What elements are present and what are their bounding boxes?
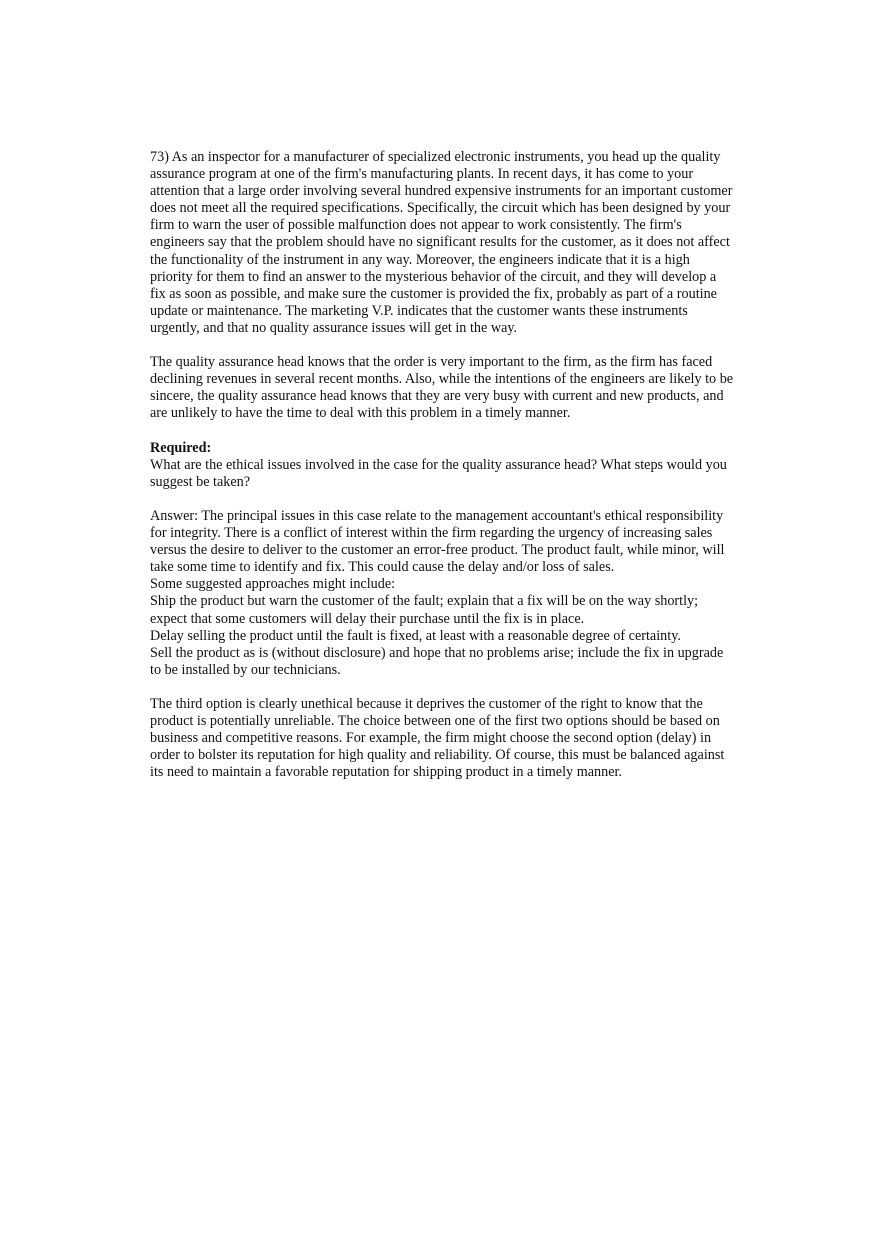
required-heading: Required: [150, 439, 212, 456]
paragraph-spacer [150, 679, 735, 696]
approach-item: Delay selling the product until the fault is fixed, at least with a reasonable degree of certainty. [150, 627, 681, 644]
approach-item: Ship the product but warn the customer of the fault; explain that a fix will be on the way shortly; expect that some customers will delay their purchase until the fix is in place. [150, 593, 699, 627]
paragraph-spacer [150, 423, 735, 440]
answer-paragraph: Answer: The principal issues in this case relate to the management accountant's ethical responsibility for integrity. There is a conflict of interest within the firm regarding the urgency of increasing sales versus the desire to deliver to the customer an error-free product. The product fault, while minor, will take some time to identify and fix. This could cause the delay and/or loss of sales. [150, 507, 725, 576]
question-paragraph-2: The quality assurance head knows that the order is very important to the firm, as the firm has faced declining revenues in several recent months. Also, while the intentions of the engineers are likely to be sincere, the quality assurance head knows that they are very busy with current and new products, and are unlikely to have the time to deal with this problem in a timely manner. [150, 354, 734, 422]
question-paragraph-1: 73) As an inspector for a manufacturer of specialized electronic instruments, you head up the quality assurance program at one of the firm's manufacturing plants. In recent days, it has come to your attention that a large order involving several hundred expensive instruments for an important customer does not meet all the required specifications. Specifically, the circuit which has been designed by your firm to warn the user of possible malfunction does not appear to work consistently. The firm's engineers say that the problem should have no significant results for the customer, as it does not affect the functionality of the instrument in any way. Moreover, the engineers indicate that it is a high priority for them to find an answer to the mysterious behavior of the circuit, and they will develop a fix as soon as possible, and make sure the customer is provided the fix, probably as part of a routine update or maintenance. The marketing V.P. indicates that the customer wants these instruments urgently, and that no quality assurance issues will get in the way. [150, 149, 733, 336]
document-page [150, 149, 735, 781]
approaches-intro: Some suggested approaches might include: [150, 576, 396, 593]
required-text: What are the ethical issues involved in the case for the quality assurance head? What steps would you suggest be taken? [150, 456, 727, 490]
approach-item: Sell the product as is (without disclosure) and hope that no problems arise; include the fix in upgrade to be installed by our technicians. [150, 644, 724, 678]
paragraph-spacer [150, 491, 735, 508]
answer-conclusion: The third option is clearly unethical because it deprives the customer of the right to know that the product is potentially unreliable. The choice between one of the first two options should be based on business and competitive reasons. For example, the firm might choose the second option (delay) in order to bolster its reputation for high quality and reliability. Of course, this must be balanced against its need to maintain a favorable reputation for shipping product in a timely manner. [150, 696, 725, 781]
paragraph-spacer [150, 337, 735, 354]
